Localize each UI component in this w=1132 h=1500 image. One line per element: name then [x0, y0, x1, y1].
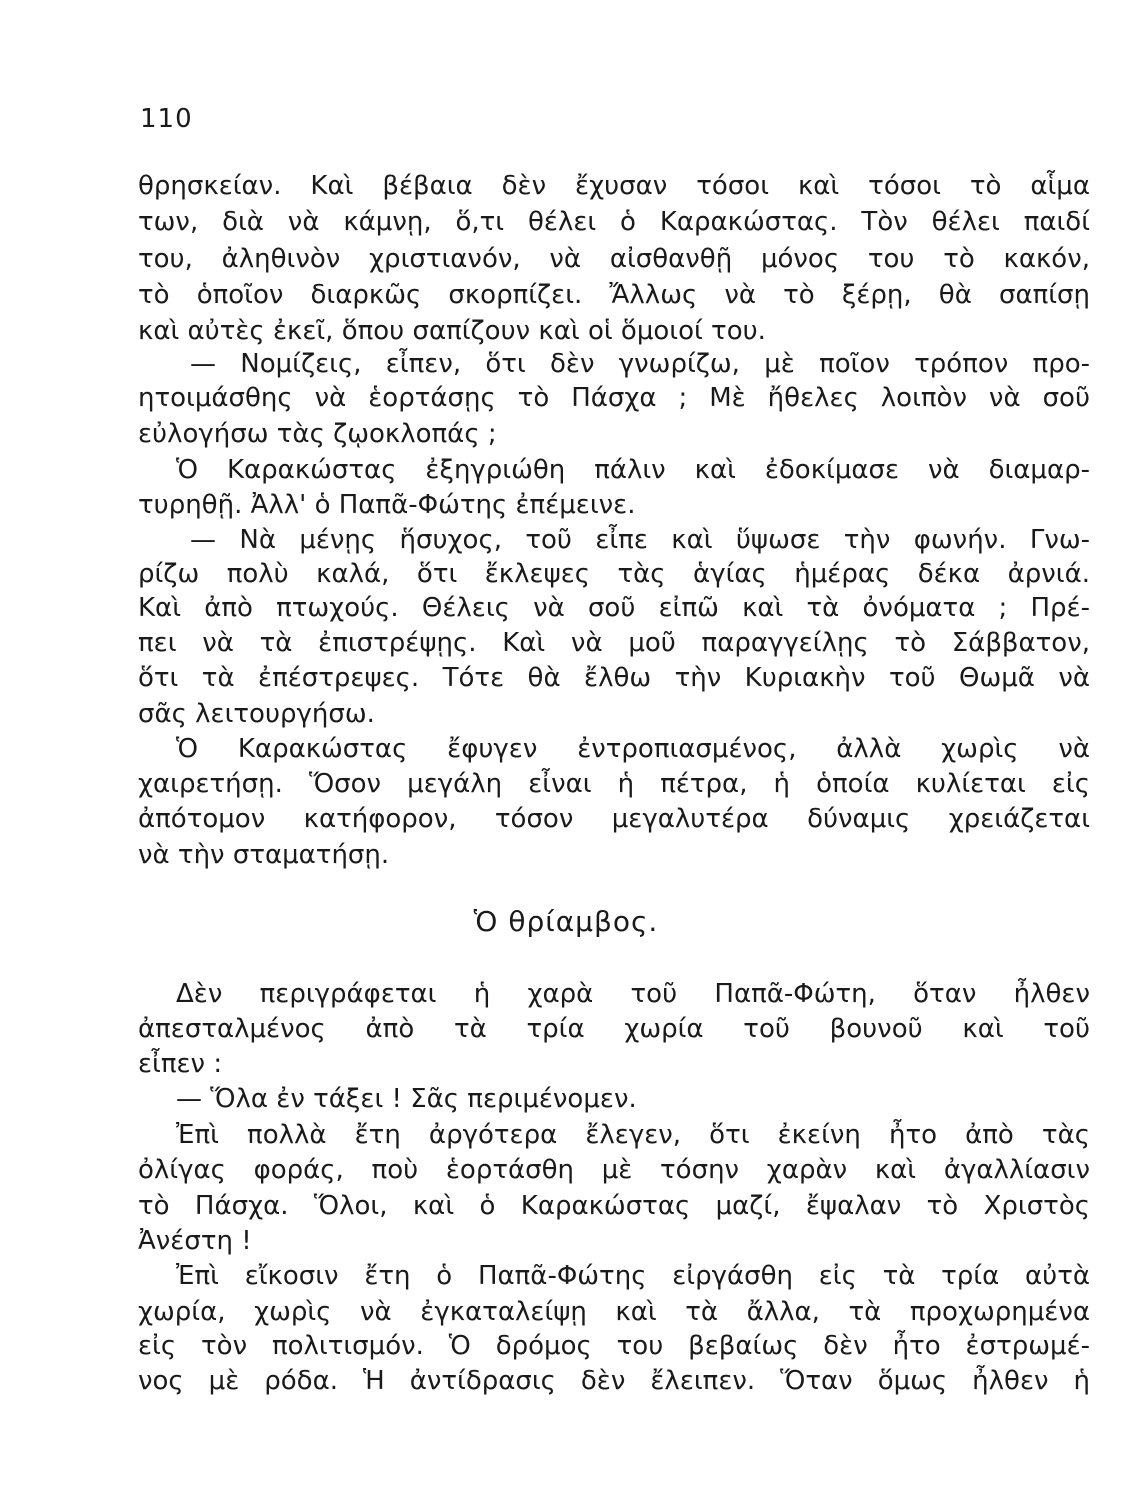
text-line: ρίζω πολὺ καλά, ὅτι ἔκλεψες τὰς ἁγίας ἡμέρας δέκα ἀρνιά.: [138, 559, 1090, 589]
text-line: Καὶ ἀπὸ πτωχούς. Θέλεις νὰ σοῦ εἰπῶ καὶ τὰ ὀνόματα ; Πρέ-: [138, 593, 1090, 623]
text-line: ὅτι τὰ ἐπέστρεψες. Τότε θὰ ἔλθω τὴν Κυριακὴν τοῦ Θωμᾶ νὰ: [138, 663, 1090, 693]
text-line: του, ἀληθινὸν χριστιανόν, νὰ αἰσθανθῇ μόνος του τὸ κακόν,: [138, 244, 1090, 274]
text-line: Ἐπὶ εἴκοσιν ἔτη ὁ Παπᾶ-Φώτης εἰργάσθη εἰς τὰ τρία αὐτὰ: [176, 1261, 1090, 1291]
text-line: εὐλογήσω τὰς ζῳοκλοπάς ;: [138, 419, 497, 449]
text-line: νὰ τὴν σταματήσῃ.: [138, 840, 390, 870]
text-line: εἶπεν :: [138, 1049, 223, 1079]
text-line: πει νὰ τὰ ἐπιστρέψῃς. Καὶ νὰ μοῦ παραγγείλῃς τὸ Σάββατον,: [138, 628, 1090, 658]
text-line: — Νομίζεις, εἶπεν, ὅτι δὲν γνωρίζω, μὲ ποῖον τρόπον προ-: [190, 349, 1090, 379]
text-line: ητοιμάσθης νὰ ἑορτάσῃς τὸ Πάσχα ; Μὲ ἤθελες λοιπὸν νὰ σοῦ: [138, 383, 1090, 413]
page-number: 110: [140, 104, 193, 134]
text-line: τὸ Πάσχα. Ὅλοι, καὶ ὁ Καρακώστας μαζί, ἔψαλαν τὸ Χριστὸς: [138, 1191, 1090, 1221]
text-line: ἀπότομον κατήφορον, τόσον μεγαλυτέρα δύναμις χρειάζεται: [138, 804, 1090, 834]
text-line: νος μὲ ρόδα. Ἡ ἀντίδρασις δὲν ἔλειπεν. Ὅταν ὅμως ἦλθεν ἡ: [138, 1366, 1090, 1396]
text-line: Ἀνέστη !: [138, 1226, 252, 1256]
text-line: εἰς τὸν πολιτισμόν. Ὁ δρόμος του βεβαίως δὲν ἦτο ἐστρωμέ-: [138, 1331, 1090, 1361]
text-line: χωρία, χωρὶς νὰ ἐγκαταλείψῃ καὶ τὰ ἄλλα, τὰ προχωρημένα: [138, 1297, 1090, 1327]
text-line: — Ὅλα ἐν τάξει ! Σᾶς περιμένομεν.: [176, 1084, 637, 1114]
text-line: Ὁ Καρακώστας ἐξηγριώθη πάλιν καὶ ἐδοκίμασε νὰ διαμαρ-: [176, 455, 1090, 485]
section-heading: Ὁ θρίαμβος.: [473, 905, 659, 938]
text-line: των, διὰ νὰ κάμνῃ, ὅ,τι θέλει ὁ Καρακώστας. Τὸν θέλει παιδί: [138, 207, 1090, 237]
text-line: καὶ αὐτὲς ἐκεῖ, ὅπου σαπίζουν καὶ οἱ ὅμοιοί του.: [138, 316, 766, 346]
text-line: ἀπεσταλμένος ἀπὸ τὰ τρία χωρία τοῦ βουνοῦ καὶ τοῦ: [138, 1014, 1090, 1044]
text-line: Ἐπὶ πολλὰ ἔτη ἀργότερα ἔλεγεν, ὅτι ἐκείνη ἦτο ἀπὸ τὰς: [176, 1120, 1090, 1150]
text-line: τὸ ὁποῖον διαρκῶς σκορπίζει. Ἄλλως νὰ τὸ ξέρῃ, θὰ σαπίσῃ: [138, 280, 1090, 310]
text-line: χαιρετήσῃ. Ὅσον μεγάλη εἶναι ἡ πέτρα, ἡ ὁποία κυλίεται εἰς: [138, 769, 1090, 799]
text-line: Δὲν περιγράφεται ἡ χαρὰ τοῦ Παπᾶ-Φώτη, ὅταν ἦλθεν: [176, 979, 1090, 1009]
text-line: θρησκείαν. Καὶ βέβαια δὲν ἔχυσαν τόσοι καὶ τόσοι τὸ αἷμα: [138, 171, 1090, 201]
text-line: ὀλίγας φοράς, ποὺ ἑορτάσθη μὲ τόσην χαρὰν καὶ ἀγαλλίασιν: [138, 1155, 1090, 1185]
text-line: Ὁ Καρακώστας ἔφυγεν ἐντροπιασμένος, ἀλλὰ χωρὶς νὰ: [176, 734, 1090, 764]
text-line: τυρηθῇ. Ἀλλ' ὁ Παπᾶ-Φώτης ἐπέμεινε.: [138, 490, 636, 520]
text-line: — Νὰ μένῃς ἥσυχος, τοῦ εἶπε καὶ ὕψωσε τὴν φωνήν. Γνω-: [190, 525, 1090, 555]
text-line: σᾶς λειτουργήσω.: [138, 699, 375, 729]
